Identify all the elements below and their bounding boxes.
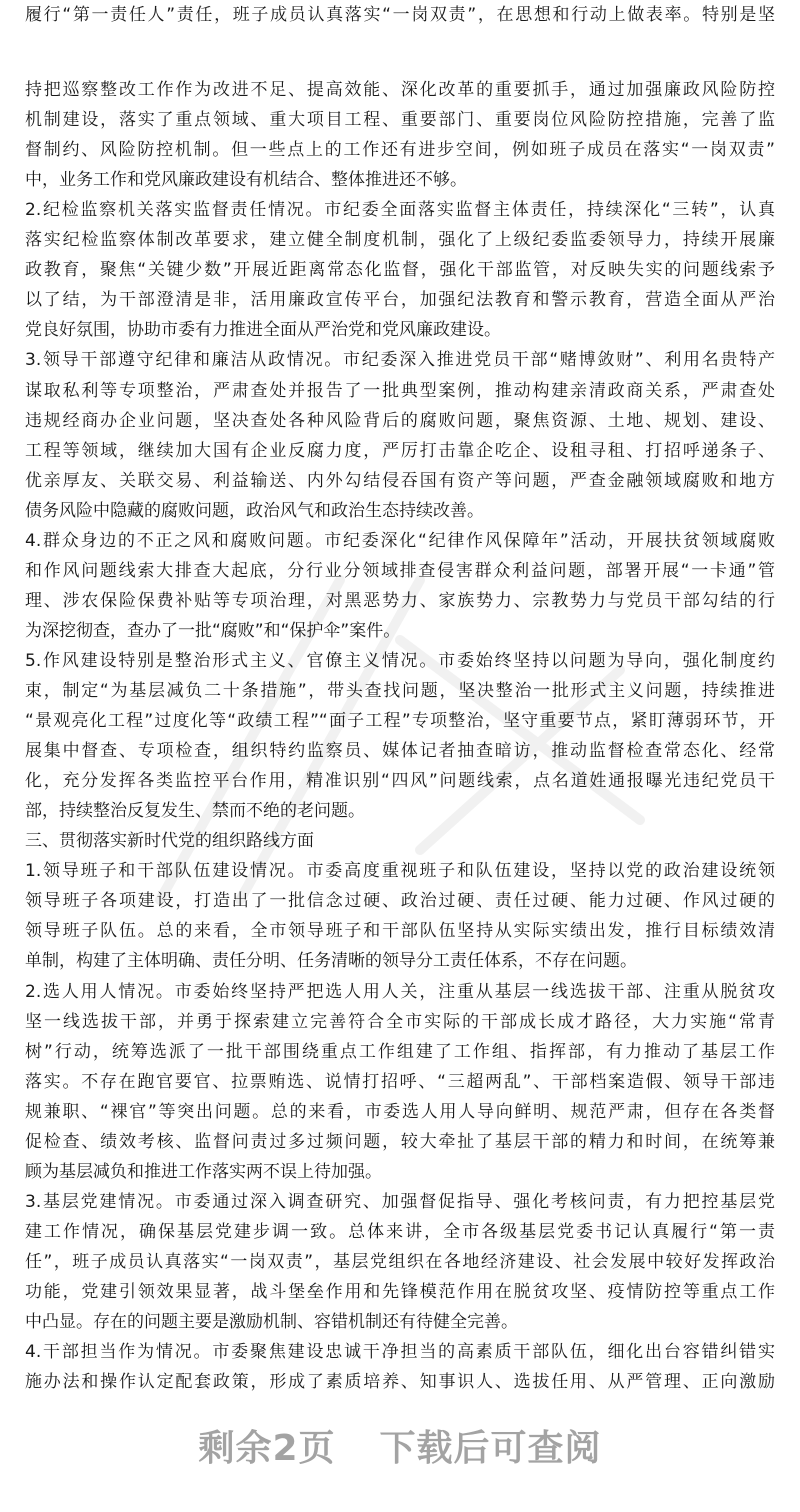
document-line: 3.领导干部遵守纪律和廉洁从政情况。市纪委深入推进党员干部“赌博敛财”、利用名贵特产 xyxy=(25,350,775,371)
document-line: 展集中督查、专项检查，组织特约监察员、媒体记者抽查暗访，推动监督检查常态化、经常 xyxy=(25,741,775,762)
document-line: 中，业务工作和党风廉政建设有机结合、整体推进还不够。 xyxy=(25,170,467,191)
document-line: 单制，构建了主体明确、责任分明、任务清晰的领导分工责任体系，不存在问题。 xyxy=(25,951,637,972)
document-line: 机制建设，落实了重点领域、重大项目工程、重要部门、重要岗位风险防控措施，完善了监 xyxy=(25,110,775,131)
document-line: 违规经商办企业问题，坚决查处各种风险背后的腐败问题，聚焦资源、土地、规划、建设、 xyxy=(25,410,775,431)
document-line: 3.基层党建情况。市委通过深入调查研究、加强督促指导、强化考核问责，有力把控基层党 xyxy=(25,1191,775,1212)
document-line: 功能，党建引领效果显著，战斗堡垒作用和先锋模范作用在脱贫攻坚、疫情防控等重点工作 xyxy=(25,1282,775,1302)
document-line: 为深挖彻查，查办了一批“腐败”和“保护伞”案件。 xyxy=(25,620,401,641)
download-prompt[interactable] xyxy=(0,1420,800,1471)
document-line: 落实纪检监察体制改革要求，建立健全制度机制，强化了上级纪委监委领导力，持续开展廉 xyxy=(25,230,775,251)
document-line: 促检查、绩效考核、监督问责过多过频问题，较大牵扯了基层干部的精力和时间，在统筹兼 xyxy=(25,1131,775,1152)
document-line: 4.干部担当作为情况。市委聚焦建设忠诚干净担当的高素质干部队伍，细化出台容错纠错实 xyxy=(25,1342,775,1363)
document-line: 领导班子各项建设，打造出了一批信念过硬、政治过硬、责任过硬、能力过硬、作风过硬的 xyxy=(25,891,775,912)
document-line: 领导班子队伍。总的来看，全市领导班子和干部队伍坚持从实际实绩出发，推行目标绩效清 xyxy=(25,921,775,942)
download-to-view-text: 下载后可查阅 xyxy=(379,1428,602,1469)
document-line: 政教育，聚焦“关键少数”开展近距离常态化监督，强化干部监管，对反映失实的问题线索予 xyxy=(25,260,775,281)
document-line: 4.群众身边的不正之风和腐败问题。市纪委深化“纪律作风保障年”活动，开展扶贫领域腐败 xyxy=(25,530,775,551)
document-line: 督制约、风险防控机制。但一些点上的工作还有进步空间，例如班子成员在落实“一岗双责” xyxy=(25,140,775,161)
document-line: 理、涉农保险保费补贴等专项治理，对黑恶势力、家族势力、宗教势力与党员干部勾结的行 xyxy=(25,590,775,611)
document-line: 施办法和操作认定配套政策，形成了素质培养、知事识人、选拔任用、从严管理、正向激励 xyxy=(25,1372,775,1393)
document-line: 以了结，为干部澄清是非，活用廉政宣传平台，加强纪法教育和警示教育，营造全面从严治 xyxy=(25,290,775,311)
document-line: 履行“第一责任人”责任，班子成员认真落实“一岗双责”，在思想和行动上做表率。特别是坚 xyxy=(25,5,775,25)
document-line: 工程等领域，继续加大国有企业反腐力度，严厉打击靠企吃企、设租寻租、打招呼递条子、 xyxy=(25,440,775,461)
document-line: 2.纪检监察机关落实监督责任情况。市纪委全面落实监督主体责任，持续深化“三转”，认真 xyxy=(25,200,775,221)
document-line: 中凸显。存在的问题主要是激励机制、容错机制还有待健全完善。 xyxy=(25,1312,518,1333)
document-line: 5.作风建设特别是整治形式主义、官僚主义情况。市委始终坚持以问题为导向，强化制度约 xyxy=(25,650,775,671)
document-line: 党良好氛围，协助市委有力推进全面从严治党和党风廉政建设。 xyxy=(25,320,501,341)
document-line: 持把巡察整改工作作为改进不足、提高效能、深化改革的重要抓手，通过加强廉政风险防控 xyxy=(25,80,775,100)
remaining-pages-text: 剩余2页 xyxy=(198,1428,336,1469)
document-line: 部，持续整治反复发生、禁而不绝的老问题。 xyxy=(25,801,365,822)
document-line: “景观亮化工程”过度化等“政绩工程”“面子工程”专项整治，坚守重要节点，紧盯薄弱环节，开 xyxy=(25,711,775,732)
document-line: 和作风问题线索大排查大起底，分行业分领域排查侵害群众利益问题，部署开展“一卡通”管 xyxy=(25,560,775,581)
document-line: 优亲厚友、关联交易、利益输送、内外勾结侵吞国有资产等问题，严查金融领域腐败和地方 xyxy=(25,470,775,491)
document-line: 规兼职、“裸官”等突出问题。总的来看，市委选人用人导向鲜明、规范严肃，但存在各类督 xyxy=(25,1101,775,1122)
document-line: 债务风险中隐藏的腐败问题，政治风气和政治生态持续改善。 xyxy=(25,500,484,521)
document-line: 树”行动，统筹选派了一批干部围绕重点工作组建了工作组、指挥部，有力推动了基层工作 xyxy=(25,1041,775,1062)
document-line: 1.领导班子和干部队伍建设情况。市委高度重视班子和队伍建设，坚持以党的政治建设统领 xyxy=(25,861,775,882)
document-line: 落实。不存在跑官要官、拉票贿选、说情打招呼、“三超两乱”、干部档案造假、领导干部违 xyxy=(25,1071,775,1092)
document-line: 化，充分发挥各类监控平台作用，精准识别“四风”问题线索，点名道姓通报曝光违纪党员干 xyxy=(25,771,775,792)
document-line: 坚一线选拔干部，并勇于探索建立完善符合全市实际的干部成长成才路径，大力实施“常青 xyxy=(25,1011,775,1032)
document-line: 建工作情况，确保基层党建步调一致。总体来讲，全市各级基层党委书记认真履行“第一责 xyxy=(25,1221,775,1242)
document-line: 顾为基层减负和推进工作落实两不误上待加强。 xyxy=(25,1161,382,1182)
document-line: 任”，班子成员认真落实“一岗双责”，基层党组织在各地经济建设、社会发展中较好发挥政治 xyxy=(25,1251,775,1272)
document-line: 谋取私利等专项整治，严肃查处并报告了一批典型案例，推动构建亲清政商关系，严肃查处 xyxy=(25,380,775,401)
document-line: 束，制定“为基层减负二十条措施”，带头查找问题，坚决整治一批形式主义问题，持续推进 xyxy=(25,681,775,701)
document-line: 2.选人用人情况。市委始终坚持严把选人用人关，注重从基层一线选拔干部、注重从脱贫攻 xyxy=(25,981,775,1002)
document-line: 三、贯彻落实新时代党的组织路线方面 xyxy=(25,831,314,852)
